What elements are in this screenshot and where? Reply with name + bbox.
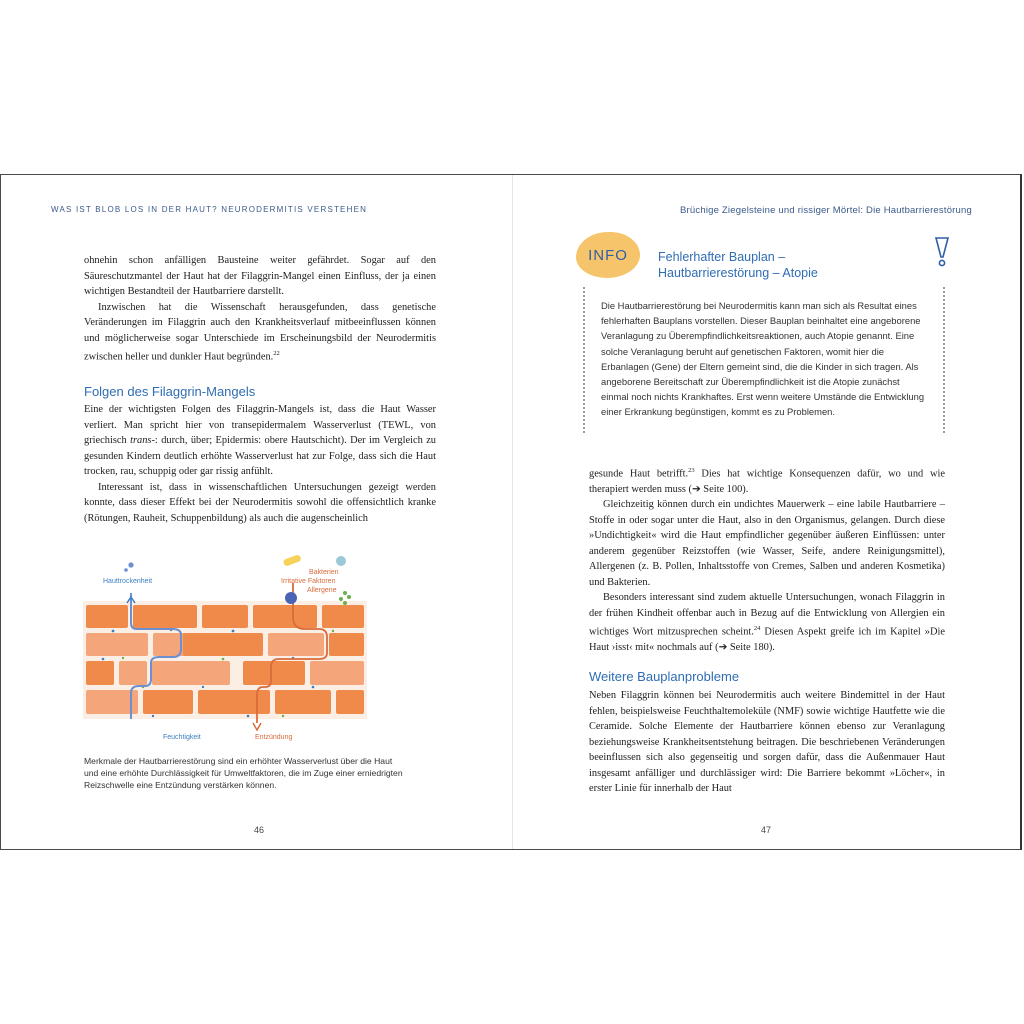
figure-caption: Merkmale der Hautbarrierestörung sind ein erhöhter Wasserverlust über die Haut und eine erhöhte Durchlässigkeit für Umweltfaktoren, die im Zuge einer erniedrigten Reizschwelle eine Entzündung verstärken können. [84, 756, 403, 790]
running-head-right: Brüchige Ziegelsteine und rissiger Mörtel: Die Hautbarrierestörung [680, 205, 972, 216]
page-number-right: 47 [761, 825, 772, 835]
footnote-ref: 24 [753, 625, 761, 633]
right-column-body [589, 688, 945, 797]
paragraph: Neben Filaggrin können bei Neurodermitis auch weitere Bindemittel in der Haut fehlen, beispielsweise Feuchthaltemoleküle (NMF) sowie wichtige Hautfette wie die Ceramide. Solche Elemente der Hautbarriere können ebenso zur Veranlagung beziehungsweise Krankheitsentstehung beitragen. Die beschriebenen Veränderungen beeinflussen sich also gegenseitig und sorgen dafür, dass die Außenmauer Haut insgesamt anfälliger und durchlässiger wird: Die Barriere bekommt »Löcher«, in erster Linie für innerhalb der Haut [589, 690, 945, 794]
running-head-left: WAS IST BLOB LOS IN DER HAUT? NEURODERMITIS VERSTEHEN [51, 205, 368, 214]
page-number-left: 46 [254, 825, 265, 835]
label-moisture: Feuchtigkeit [163, 734, 201, 741]
label-allergens: Allergene [307, 587, 337, 594]
warning-icon [933, 235, 951, 269]
paragraph: gesunde Haut betrifft.$^{23}$ Dies hat wichtige Konsequenzen dafür, wo und wie therapiert werden muss (➔ Seite 100). [589, 467, 946, 495]
label-dryness: Hauttrockenheit [103, 578, 153, 585]
info-title: Fehlerhafter Bauplan – Hautbarrierestörung – Atopie [658, 250, 818, 280]
water-drop-icon [124, 562, 133, 571]
footnote-ref: 23 [688, 467, 695, 474]
section-heading: Folgen des Filaggrin-Mangels [84, 384, 256, 399]
paragraph: Interessant ist, dass in wissenschaftlichen Untersuchungen gezeigt werden konnte, dass dieser Effekt bei der Neurodermitis sowohl die offensichtlich kranke (Rötungen, Rauheit, Schuppenbildung) als auch die augenscheinlich [84, 481, 436, 524]
paragraph: Eine der wichtigsten Folgen des Filaggrin-Mangels ist, dass die Haut Wasser verliert. Man spricht hier von transepidermalem Wasserverlust (TEWL, von griechisch trans-: durch, über; Epidermis: obere Hautschicht). Der im Vergleich zu gesunden Kindern deutlich erhöhte Wasserverlust hat zur Folge, dass sich die Haut trocken, rau, schuppig oder gar rissig anfühlt. [84, 404, 436, 477]
info-badge: INFO [576, 232, 640, 278]
label-bacteria: Bakterien [309, 569, 339, 576]
label-inflammation: Entzündung [255, 734, 293, 741]
left-column-top [84, 253, 436, 365]
footnote-ref: 22 [273, 350, 280, 357]
info-text: Die Hautbarrierestörung bei Neurodermitis kann man sich als Resultat eines fehlerhaften Bauplans vorstellen. Dieser Bauplan beinhaltet eine angeborene Veranlagung zu Überempfindlichkeitsreaktionen, auch Atopie genannt. Eine solche Veranlagung beruht auf genetischen Faktoren, womit hier die Erbanlagen (Gene) der Eltern gemeint sind, die die Kinder in sich tragen. Als angeborene Bereitschaft zur Überempfindlichkeit ist die Atopie zunächst einmal noch nichts Krankhaftes. Erst wenn weitere Umstände die Entwicklung einer Erkrankung begünstigen, kommt es zu Problemen. [601, 300, 925, 418]
left-column-body [84, 402, 436, 526]
paragraph: Besonders interessant sind zudem aktuelle Untersuchungen, wonach Filaggrin in der frühen Kindheit offenbar auch in Bezug auf die Entwicklung von Allergien ein wichtiges Wort mitzusprechen scheint.$^{24}$ Diesen Aspekt greife ich im Kapitel »Die Haut ›isst‹ mit« nochmals auf (➔ Seite 180). [589, 592, 945, 654]
right-column-top [589, 463, 945, 656]
section-heading: Weitere Bauplanprobleme [589, 669, 740, 684]
paragraph: Gleichzeitig können durch ein undichtes Mauerwerk – eine labile Hautbarriere – Stoffe in oder sogar unter die Haut, also in den Organismus, gelangen. Durch diese »Undichtigkeit« wird die Haut empfindlicher gegenüber äußeren Einflüssen: unter anderem gegenüber Reizstoffen (wie Wasser, Seife, andere Reinigungsmittel), Allergenen (z. B. Pollen, Inhaltsstoffe von Cremes, Salben und anderen Kosmetika) und Bakterien. [589, 499, 945, 588]
book-spread [0, 174, 1022, 850]
gutter [512, 175, 513, 849]
label-irritants: Irritative Faktoren [281, 578, 336, 585]
paragraph: ohnehin schon anfälligen Bausteine weiter gefährdet. Sogar auf den Säureschutzmantel der Haut hat der Filaggrin-Mangel einen Einfluss, der ja einen wichtigen Bestandteil der Hautbarriere darstellt. [84, 255, 436, 297]
paragraph: Inzwischen hat die Wissenschaft herausgefunden, dass genetische Veränderungen im Filaggrin auch den Krankheitsverlauf mitbeeinflussen können und möglicherweise sogar Unterschiede im Erscheinungsbild der Neurodermitis zwischen heller und dunkler Haut begründen.$^{22}$ [84, 301, 436, 363]
brick-wall-illustration [83, 553, 368, 745]
